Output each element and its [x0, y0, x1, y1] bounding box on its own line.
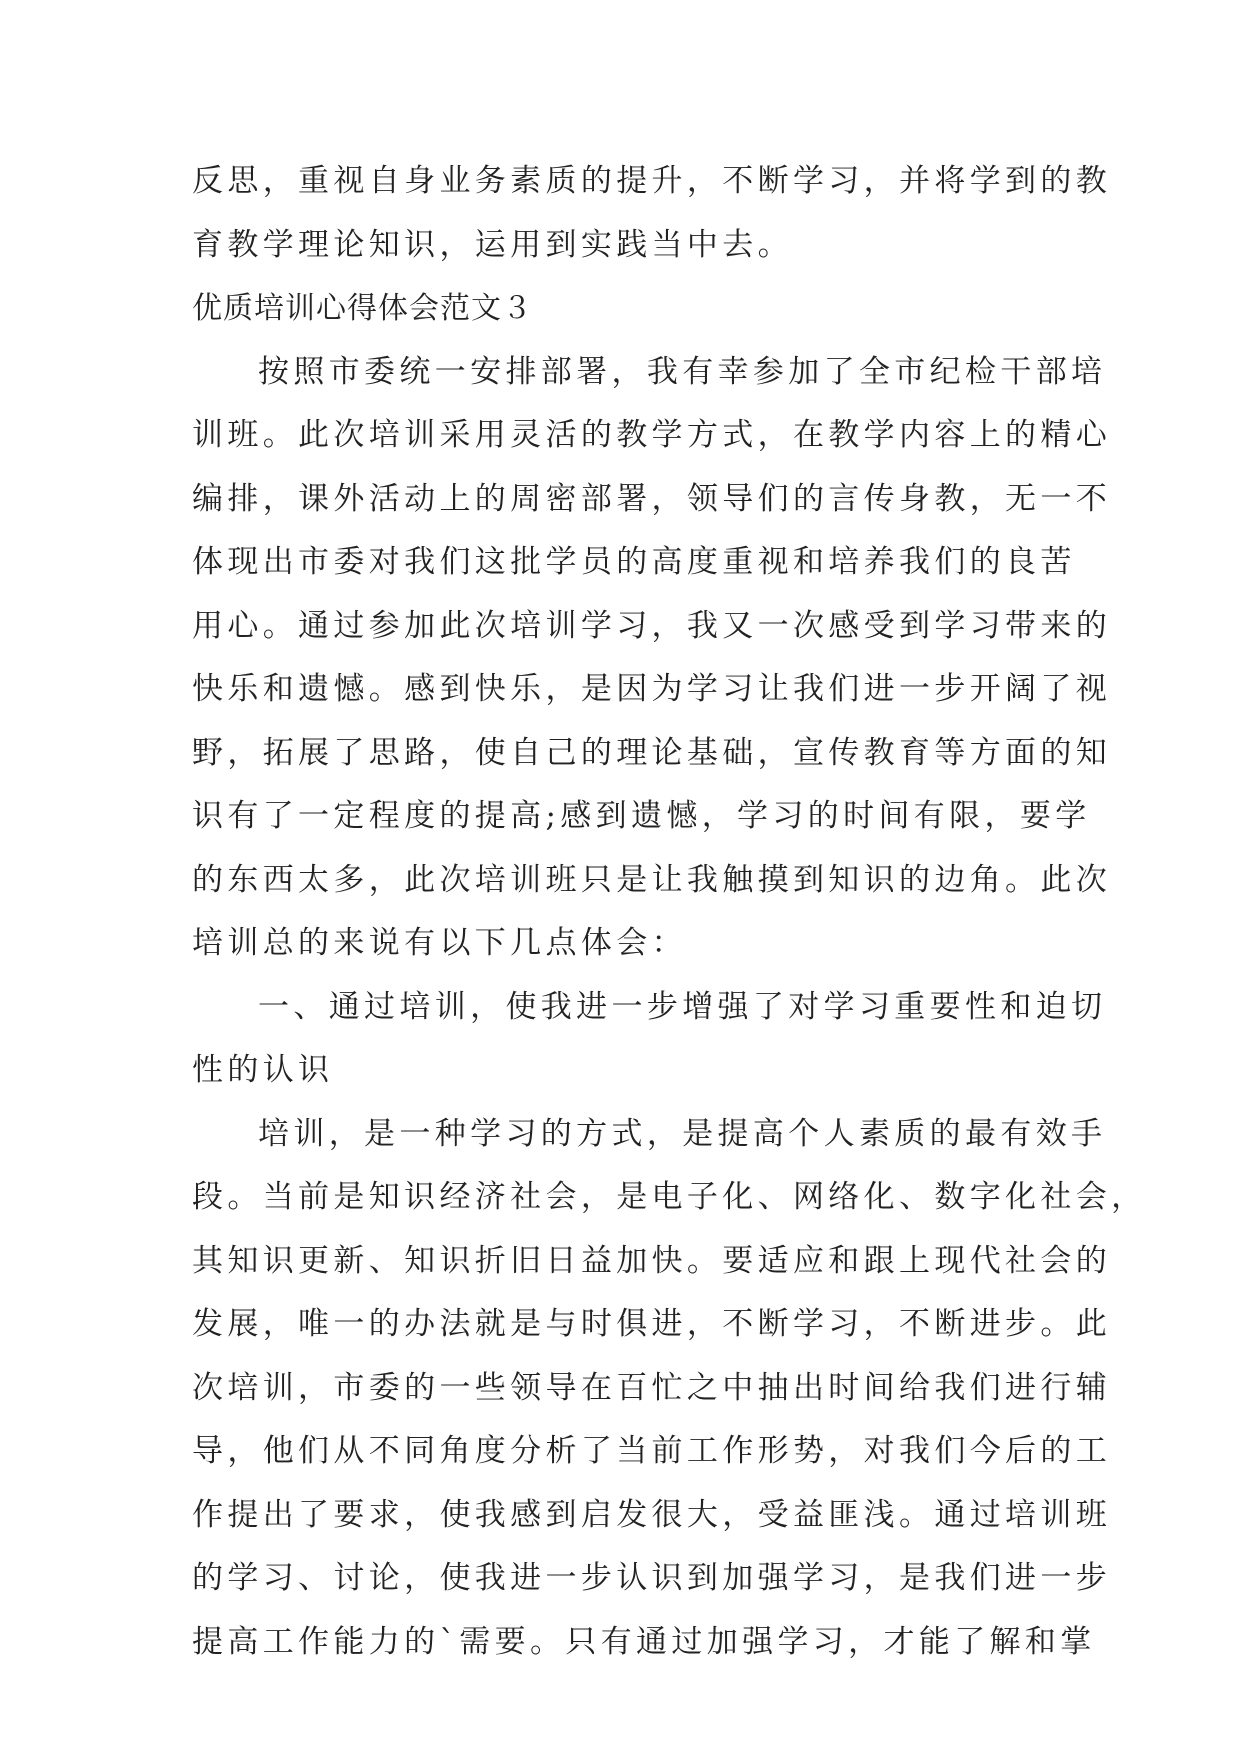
- paragraph-line: 野，拓展了思路，使自己的理论基础，宣传教育等方面的知: [192, 734, 1112, 771]
- paragraph-line: 编排，课外活动上的周密部署，领导们的言传身教，无一不: [192, 480, 1112, 517]
- subheading-line: 一、通过培训，使我进一步增强了对学习重要性和迫切: [258, 988, 1107, 1025]
- paragraph-line: 段。当前是知识经济社会，是电子化、网络化、数字化社会，: [192, 1179, 1147, 1215]
- subheading-line: 性的认识: [192, 1052, 334, 1088]
- paragraph-line: 的东西太多，此次培训班只是让我触摸到知识的边角。此次: [192, 861, 1112, 898]
- paragraph-line: 培训，是一种学习的方式，是提高个人素质的最有效手: [258, 1115, 1107, 1152]
- paragraph-line: 反思，重视自身业务素质的提升，不断学习，并将学到的教: [192, 163, 1112, 199]
- paragraph-line: 体现出市委对我们这批学员的高度重视和培养我们的良苦: [192, 544, 1076, 580]
- paragraph-line: 训班。此次培训采用灵活的教学方式，在教学内容上的精心: [192, 417, 1112, 453]
- paragraph-line: 提高工作能力的`需要。只有通过加强学习，才能了解和掌: [192, 1623, 1096, 1660]
- paragraph-line: 作提出了要求，使我感到启发很大，受益匪浅。通过培训班: [192, 1496, 1112, 1533]
- paragraph-line: 培训总的来说有以下几点体会：: [192, 925, 687, 961]
- paragraph-line: 次培训，市委的一些领导在百忙之中抽出时间给我们进行辅: [192, 1369, 1112, 1406]
- paragraph-line: 导，他们从不同角度分析了当前工作形势，对我们今后的工: [192, 1433, 1112, 1469]
- paragraph-line: 用心。通过参加此次培训学习，我又一次感受到学习带来的: [192, 607, 1112, 644]
- section-heading: 优质培训心得体会范文３: [192, 291, 533, 326]
- paragraph-line: 识有了一定程度的提高;感到遗憾，学习的时间有限，要学: [192, 798, 1091, 834]
- paragraph-line: 按照市委统一安排部署，我有幸参加了全市纪检干部培: [258, 353, 1107, 390]
- paragraph-line: 育教学理论知识，运用到实践当中去。: [192, 226, 793, 263]
- body-text: [192, 150, 1147, 1674]
- paragraph-line: 其知识更新、知识折旧日益加快。要适应和跟上现代社会的: [192, 1242, 1112, 1279]
- paragraph-line: 发展，唯一的办法就是与时俱进，不断学习，不断进步。此: [192, 1306, 1112, 1342]
- paragraph-line: 的学习、讨论，使我进一步认识到加强学习，是我们进一步: [192, 1560, 1112, 1596]
- paragraph-line: 快乐和遗憾。感到快乐，是因为学习让我们进一步开阔了视: [192, 671, 1112, 707]
